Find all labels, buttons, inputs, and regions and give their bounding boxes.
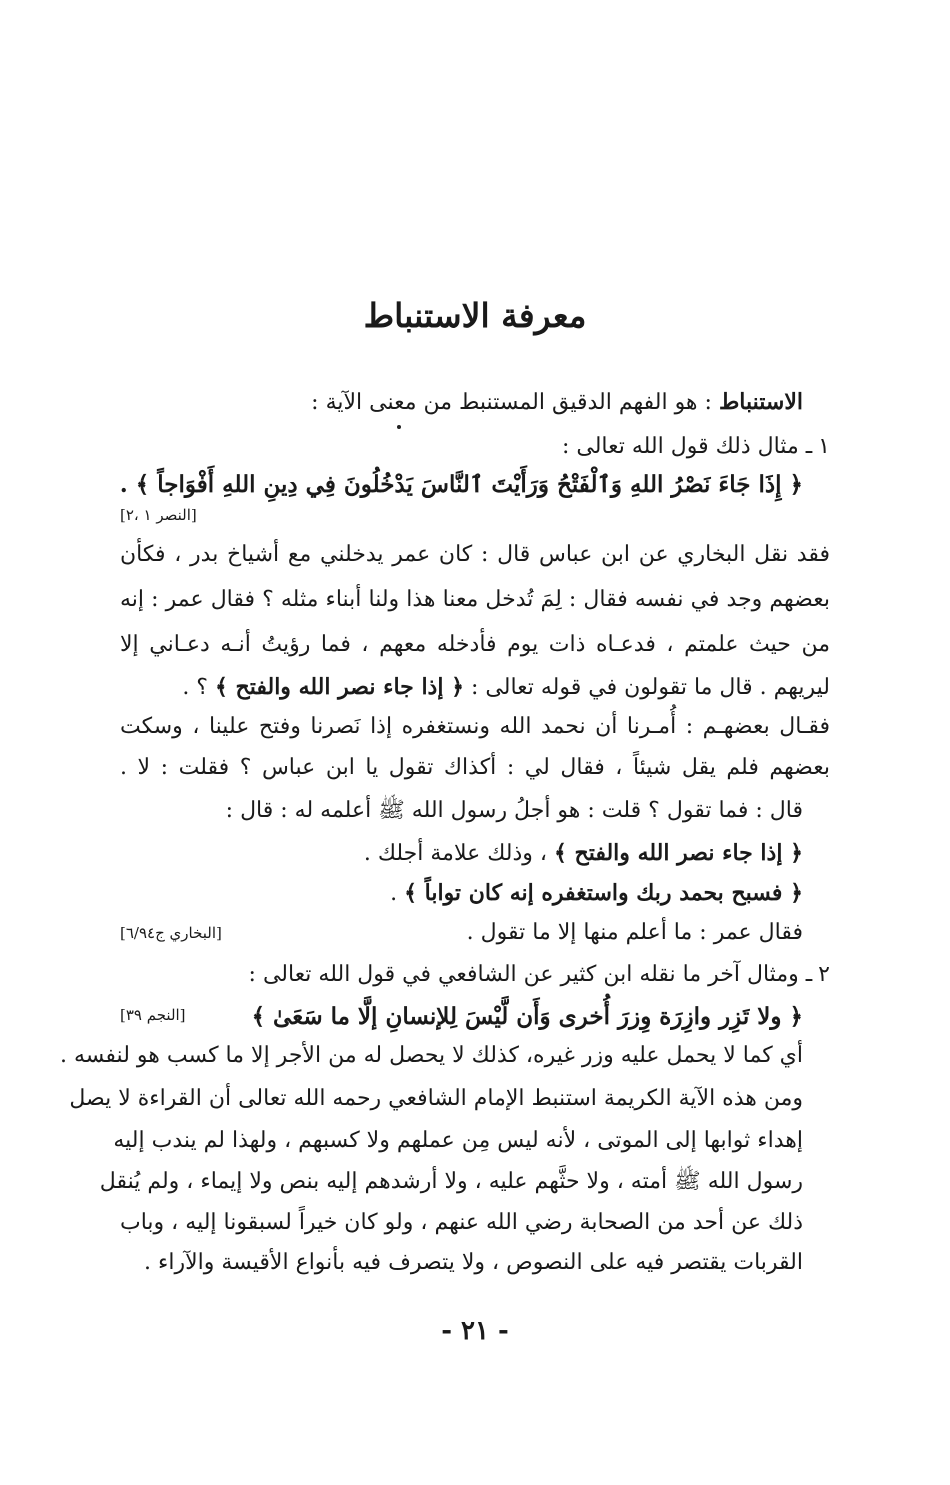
- definition-text: : هو الفهم الدقيق المستنبط من معنى الآية :: [311, 390, 719, 415]
- example1-ref: [النصر ١ ،٢]: [120, 506, 197, 524]
- example1-line-5: فقـال بعضهـم : أُمـرنا أن نحمد الله ونستغفره إذا نَصرنا وفتح علينا ، وسكت: [120, 714, 830, 739]
- page-title: معرفة الاستنباط: [363, 296, 587, 335]
- example1-verse3: [390, 878, 803, 909]
- example1-verse: ﴿ إِذَا جَاءَ نَصْرُ اللهِ وَٱلْفَتْحُ وَرَأَيْتَ ٱلنَّاسَ يَدْخُلُونَ فِي دِينِ اللهِ أَفْوَاجاً ﴾ .: [119, 471, 803, 498]
- example2-line-3: إهداء ثوابها إلى الموتى ، لأنه ليس مِن عملهم ولا كسبهم ، ولهذا لم يندب إليه: [113, 1128, 803, 1153]
- example1-line-4-post: ؟ .: [182, 675, 215, 700]
- example2-line-1: أي كما لا يحمل عليه وزر غيره، كذلك لا يحصل له من الأجر إلا ما كسب هو لنفسه .: [60, 1043, 803, 1068]
- example2-number: ٢: [818, 962, 830, 987]
- page-number: - ٢١ -: [441, 1316, 509, 1346]
- example1-closing: فقال عمر : ما أعلم منها إلا ما تقول .: [466, 920, 803, 945]
- example2-line-6: القربات يقتصر فيه على النصوص ، ولا يتصرف فيه بأنواع الأقيسة والآراء .: [144, 1250, 803, 1275]
- example1-line-7: قال : فما تقول ؟ قلت : هو أجلُ رسول الله ﷺ أعلمه له : قال :: [225, 798, 803, 823]
- example1-line-6: بعضهم فلم يقل شيئاً ، فقال لي : أكذاك تقول يا ابن عباس ؟ فقلت : لا .: [120, 755, 830, 780]
- example1-verse2: [364, 838, 803, 869]
- example1-line-2: بعضهم وجد في نفسه فقال : لِمَ تُدخل معنا هذا ولنا أبناء مثله ؟ فقال عمر : إنه: [120, 587, 830, 612]
- example1-verse2-post: ، وذلك علامة أجلك .: [363, 841, 554, 866]
- example2-line-5: ذلك عن أحد من الصحابة رضي الله عنهم ، ولو كان خيراً لسبقونا إليه ، وباب: [120, 1210, 803, 1235]
- definition-line: [311, 387, 803, 418]
- example1-intro-text: ـ مثال ذلك قول الله تعالى :: [561, 434, 813, 459]
- example2-intro: [249, 960, 830, 990]
- example2-line-4: رسول الله ﷺ أمته ، ولا حثَّهم عليه ، ولا أرشدهم إليه بنص ولا إيماء ، ولم يُنقل: [99, 1169, 803, 1194]
- definition-term: الاستنباط: [718, 389, 803, 415]
- example1-line-4: [182, 672, 830, 703]
- example1-verse3-text: ﴿ فسبح بحمد ربك واستغفره إنه كان تواباً ﴾: [404, 880, 803, 906]
- ink-dot: [397, 425, 401, 429]
- example1-verse3-post: .: [390, 881, 405, 906]
- example2-ref: [النجم ٣٩]: [120, 1006, 186, 1024]
- example1-line-1: فقد نقل البخاري عن ابن عباس قال : كان عمر يدخلني مع أشياخ بدر ، فكأن: [120, 542, 830, 567]
- example1-line-4-pre: ليريهم . قال ما تقولون في قوله تعالى :: [464, 675, 830, 700]
- example1-number: ١: [818, 434, 830, 459]
- example1-intro: [562, 432, 830, 462]
- example1-verse2-text: ﴿ إذا جاء نصر الله والفتح ﴾: [553, 840, 803, 866]
- example1-line-4-verse: ﴿ إذا جاء نصر الله والفتح ﴾: [214, 674, 465, 700]
- example1-closing-ref: [البخاري ج٦/٩٤]: [120, 924, 222, 942]
- example2-intro-text: ـ ومثال آخر ما نقله ابن كثير عن الشافعي في قول الله تعالى :: [248, 962, 813, 987]
- example2-line-2: ومن هذه الآية الكريمة استنبط الإمام الشافعي رحمه الله تعالى أن القراءة لا يصل: [69, 1086, 803, 1111]
- example2-verse: ﴿ ولا تَزِر وازِرَة وِزرَ أُخرى وَأَن لَّيْسَ لِلإنسانِ إلَّا ما سَعَىٰ ﴾: [251, 1003, 803, 1030]
- example1-line-3: من حيث علمتم ، فدعـاه ذات يوم فأدخله معهم ، فما رؤيتُ أنـه دعـاني إلا: [120, 632, 830, 657]
